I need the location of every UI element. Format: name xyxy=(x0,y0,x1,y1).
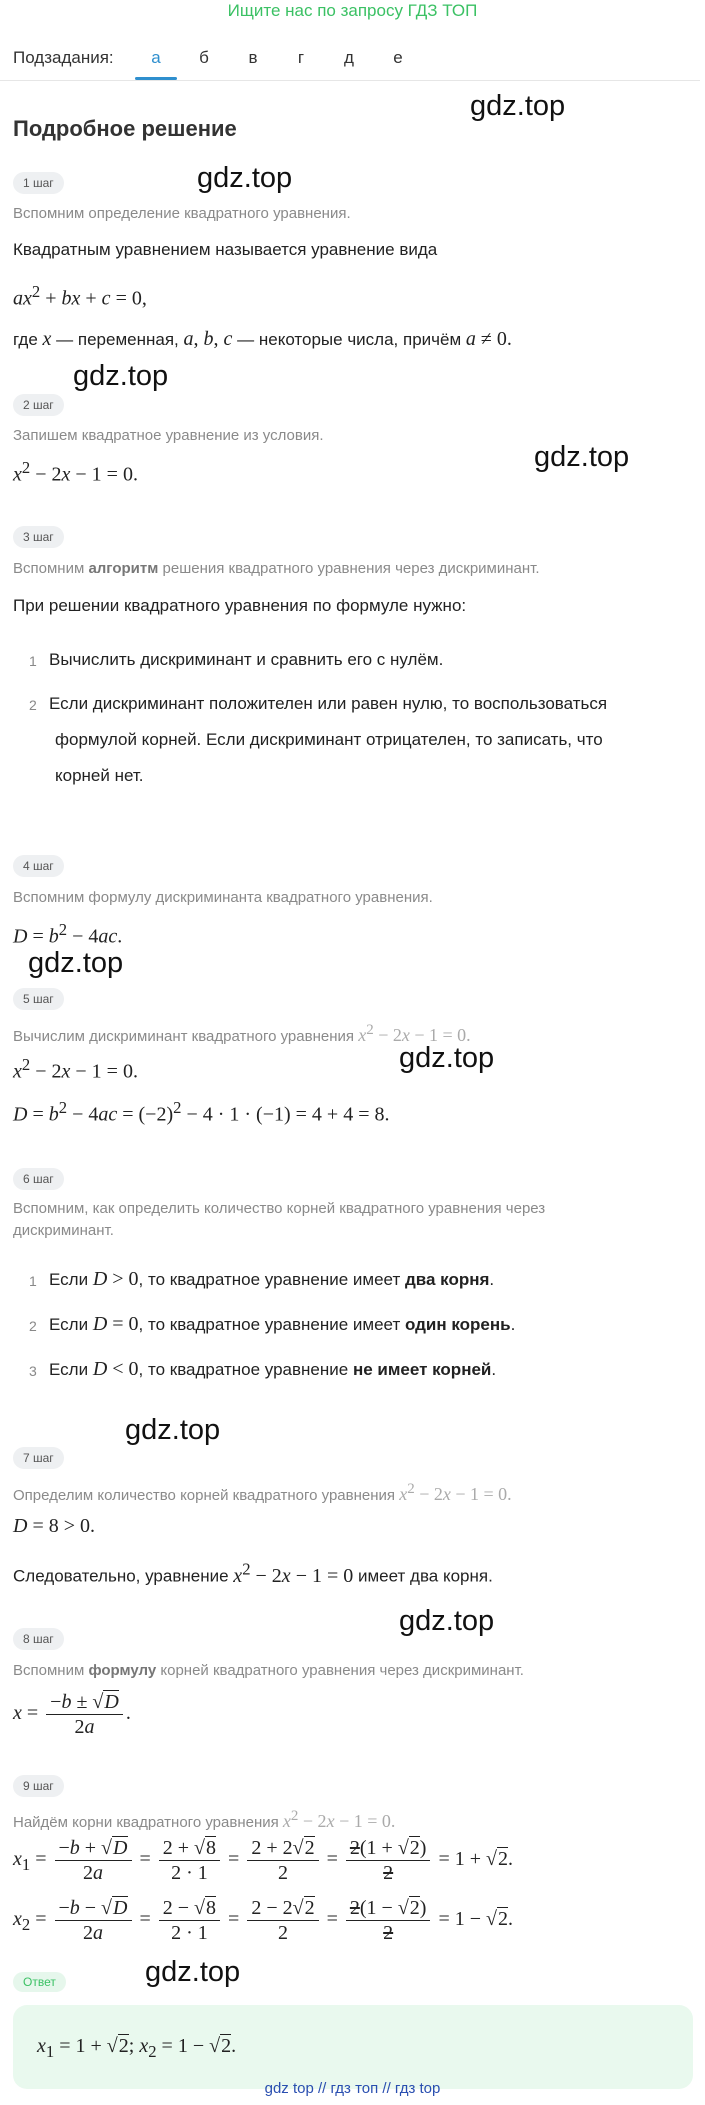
list-item: Вычислить дискриминант и сравнить его с нулём. xyxy=(49,650,444,669)
step-badge: 7 шаг xyxy=(13,1447,64,1469)
footer-links[interactable]: gdz top // гдз топ // гдз top xyxy=(264,2080,441,2097)
step-hint: Найдём корни квадратного уравнения $x^2 - 2x - 1 = 0$. xyxy=(13,1808,396,1831)
list-item-cont: корней нет. xyxy=(55,766,144,785)
list-number: 1 xyxy=(29,1273,37,1289)
rule-item: Если D < 0, то квадратное уравнение не имеет корней. xyxy=(49,1358,497,1380)
watermark: gdz.top xyxy=(28,947,124,979)
step-hint: Запишем квадратное уравнение из условия. xyxy=(13,427,324,444)
step-badge: 1 шаг xyxy=(13,172,64,194)
formula-general: $ax^2$ + bx + c = 0, xyxy=(13,282,147,310)
tab-e[interactable]: е xyxy=(393,48,403,67)
discriminant-calc: $D = b^2 - 4ac = (-2)^2 - 4 \cdot 1 \cdot (-1) = 4 + 4 = 8$. xyxy=(13,1098,390,1126)
definition-text: Квадратным уравнением называется уравнение вида xyxy=(13,240,438,259)
rule-item: Если D = 0, то квадратное уравнение имеет один корень. xyxy=(49,1313,516,1335)
rule-item: Если D > 0, то квадратное уравнение имеет два корня. xyxy=(49,1268,495,1290)
equation: $x^2 - 2x - 1 = 0$. xyxy=(13,458,138,486)
step-hint: Вычислим дискриминант квадратного уравнения $x^2 - 2x - 1 = 0$. xyxy=(13,1022,471,1045)
watermark: gdz.top xyxy=(399,1605,495,1637)
conclusion-text: Следовательно, уравнение $x^2 - 2x - 1 = 0$ имеет два корня. xyxy=(13,1559,493,1587)
list-number: 2 xyxy=(29,697,37,713)
watermark: gdz.top xyxy=(399,1042,495,1074)
watermark: gdz.top xyxy=(125,1414,221,1446)
watermark: gdz.top xyxy=(534,441,630,473)
watermark: gdz.top xyxy=(197,162,293,194)
algorithm-intro: При решении квадратного уравнения по формуле нужно: xyxy=(13,596,467,615)
step-badge: 8 шаг xyxy=(13,1628,64,1650)
list-number: 2 xyxy=(29,1318,37,1334)
list-item-cont: формулой корней. Если дискриминант отрицателен, то записать, что xyxy=(55,730,603,749)
step-badge: 3 шаг xyxy=(13,526,64,548)
tabs-divider xyxy=(0,80,700,81)
tab-g[interactable]: г xyxy=(297,48,305,67)
step-hint: Вспомним формулу корней квадратного уравнения через дискриминант. xyxy=(13,1662,524,1679)
step-badge: 9 шаг xyxy=(13,1775,64,1797)
step-hint: Вспомним определение квадратного уравнения. xyxy=(13,205,351,222)
root-x2: $x_2$ = $\frac{-b - √D}{2a}$ = $\frac{2 - √8}{2 \cdot 1}$ = $\frac{2 - 2√2}{2}$ = $\frac{2(1 - √2)}{2}$ = 1 − √2. xyxy=(13,1897,514,1944)
root-x1: $x_1$ = $\frac{-b + √D}{2a}$ = $\frac{2 + √8}{2 \cdot 1}$ = $\frac{2 + 2√2}{2}$ = $\frac{2(1 + √2)}{2}$ = 1 + √2. xyxy=(13,1837,514,1884)
watermark: gdz.top xyxy=(470,90,566,122)
step-hint: Определим количество корней квадратного уравнения $x^2 - 2x - 1 = 0$. xyxy=(13,1481,512,1504)
page-title: Подробное решение xyxy=(13,116,237,141)
search-banner: Ищите нас по запросу ГДЗ ТОП xyxy=(227,1,478,20)
list-number: 3 xyxy=(29,1363,37,1379)
answer-value: $x_1 = 1 + √2$; $x_2 = 1 - √2$. xyxy=(37,2035,237,2061)
list-number: 1 xyxy=(29,653,37,669)
definition-note: где x — переменная, a, b, c — некоторые числа, причём a ≠ 0. xyxy=(13,328,512,350)
step-badge: 4 шаг xyxy=(13,855,64,877)
watermark: gdz.top xyxy=(73,360,169,392)
step-hint: Вспомним, как определить количество корней квадратного уравнения через xyxy=(13,1200,546,1217)
roots-formula: x = $\frac{-b \pm √D}{2a}$ . xyxy=(13,1691,131,1738)
step-badge: 2 шаг xyxy=(13,394,64,416)
step-hint: Вспомним формулу дискриминанта квадратного уравнения. xyxy=(13,889,433,906)
subtasks-label: Подзадания: xyxy=(13,48,114,67)
step-hint: дискриминант. xyxy=(13,1222,114,1239)
tab-v[interactable]: в xyxy=(248,48,258,67)
equation: $x^2 - 2x - 1 = 0$. xyxy=(13,1055,138,1083)
step-badge: 5 шаг xyxy=(13,988,64,1010)
list-item: Если дискриминант положителен или равен нулю, то воспользоваться xyxy=(49,694,608,713)
tab-d[interactable]: д xyxy=(344,48,354,67)
watermark: gdz.top xyxy=(145,1956,241,1988)
step-badge: 6 шаг xyxy=(13,1168,64,1190)
tab-a[interactable]: а xyxy=(151,48,161,67)
tab-b[interactable]: б xyxy=(199,48,209,67)
discriminant-value: D = 8 > 0. xyxy=(13,1515,96,1537)
step-hint: Вспомним алгоритм решения квадратного уравнения через дискриминант. xyxy=(13,560,540,577)
discriminant-formula: $D = b^2 - 4ac$. xyxy=(13,920,123,948)
answer-badge: Ответ xyxy=(13,1972,66,1992)
